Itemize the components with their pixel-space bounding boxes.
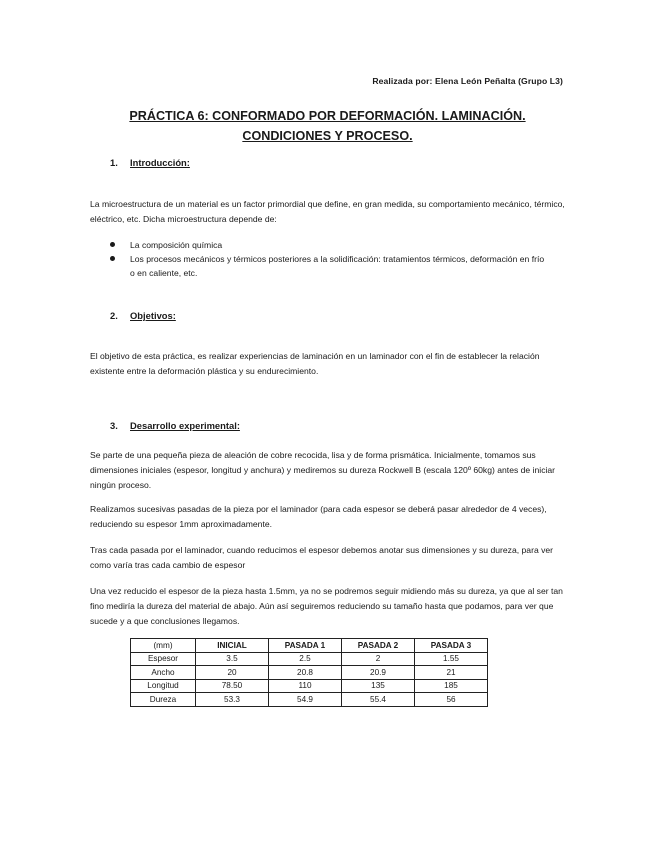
experimental-paragraph-4: Una vez reducido el espesor de la pieza hasta 1.5mm, ya no se podremos seguir midiendo más su dureza, ya que al ser tan fino mediría la dureza del material de abajo. Aún así seguiremos reduciendo su tamaño hasta que podamos, para ver que sucede y a que conclusiones llegamos.	[90, 586, 563, 626]
table-cell: 110	[269, 679, 342, 693]
experimental-paragraph-1: Se parte de una pequeña pieza de aleación de cobre recocida, lisa y de forma prismática. Inicialmente, tomamos sus dimensiones iniciales (espesor, longitud y anchura) y mediremos su dureza Rockwell B (escala 120º 60kg) antes de iniciar ningún proceso.	[90, 450, 556, 490]
list-item: La composición química	[110, 238, 550, 252]
table-row	[131, 666, 488, 680]
section-number: 2.	[110, 310, 118, 321]
section-title: Objetivos:	[130, 310, 176, 321]
bullet-icon	[110, 242, 115, 247]
intro-paragraph: La microestructura de un material es un factor primordial que define, en gran medida, su comportamiento mecánico, térmico, eléctrico, etc. Dicha microestructura depende de:	[90, 199, 565, 224]
table-cell: 3.5	[196, 652, 269, 666]
section-heading-desarrollo	[110, 420, 240, 431]
section-title: Introducción:	[130, 157, 190, 168]
section-heading-introduccion	[110, 157, 190, 168]
experimental-paragraph-2: Realizamos sucesivas pasadas de la pieza por el laminador (para cada espesor se deberá pasar alrededor de 4 veces), reduciendo su espesor 1mm aproximadamente.	[90, 504, 547, 529]
list-item: Los procesos mecánicos y térmicos posteriores a la solidificación: tratamientos térmicos, deformación en frío o en caliente, etc.	[110, 252, 550, 280]
table-cell: Ancho	[131, 666, 196, 680]
title-line-2: CONDICIONES Y PROCESO.	[242, 129, 413, 143]
table-cell: 21	[415, 666, 488, 680]
table-cell: Espesor	[131, 652, 196, 666]
author-line: Realizada por: Elena León Peñalta (Grupo L3)	[372, 76, 563, 86]
bullet-icon	[110, 256, 115, 261]
title-line-1: PRÁCTICA 6: CONFORMADO POR DEFORMACIÓN. LAMINACIÓN.	[129, 109, 526, 123]
table-header-row	[131, 639, 488, 653]
table-cell: 20	[196, 666, 269, 680]
section-title: Desarrollo experimental:	[130, 420, 240, 431]
objectives-paragraph: El objetivo de esta práctica, es realizar experiencias de laminación en un laminador con el fin de establecer la relación existente entre la deformación plástica y su endurecimiento.	[90, 351, 540, 376]
table-cell: 78.50	[196, 679, 269, 693]
section-number: 3.	[110, 420, 118, 431]
table-header-cell: PASADA 1	[269, 639, 342, 653]
table-row	[131, 693, 488, 707]
table-cell: 135	[342, 679, 415, 693]
table-cell: 56	[415, 693, 488, 707]
table-header-cell: INICIAL	[196, 639, 269, 653]
page-title	[0, 106, 655, 146]
experimental-paragraph-3: Tras cada pasada por el laminador, cuando reducimos el espesor debemos anotar sus dimensiones y su dureza, para ver como varía tras cada cambio de espesor	[90, 545, 554, 570]
table-header-cell: PASADA 2	[342, 639, 415, 653]
table-cell: 20.9	[342, 666, 415, 680]
intro-bullet-list	[110, 238, 550, 281]
table-row	[131, 679, 488, 693]
table-cell: Dureza	[131, 693, 196, 707]
table-cell: 53.3	[196, 693, 269, 707]
table-row	[131, 652, 488, 666]
table-header-cell: (mm)	[131, 639, 196, 653]
table-cell: 185	[415, 679, 488, 693]
measurements-table	[130, 638, 488, 707]
table-cell: 2.5	[269, 652, 342, 666]
table-cell: 1.55	[415, 652, 488, 666]
table-cell: 20.8	[269, 666, 342, 680]
table-cell: 55.4	[342, 693, 415, 707]
table-cell: 54.9	[269, 693, 342, 707]
section-heading-objetivos	[110, 310, 176, 321]
section-number: 1.	[110, 157, 118, 168]
table-cell: Longitud	[131, 679, 196, 693]
table-cell: 2	[342, 652, 415, 666]
table-header-cell: PASADA 3	[415, 639, 488, 653]
